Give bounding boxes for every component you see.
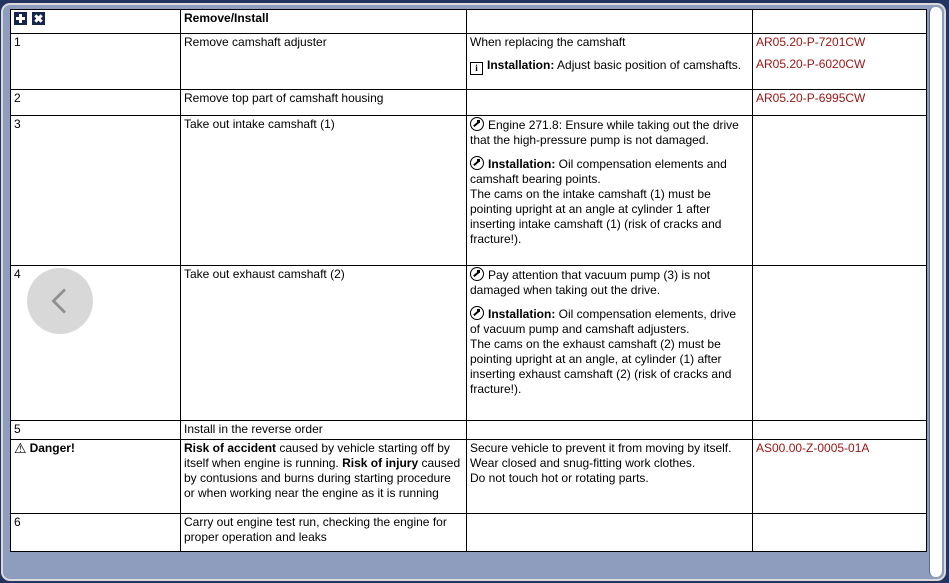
text-segment: Installation: <box>487 58 555 72</box>
table-row <box>11 34 927 90</box>
table-row <box>11 116 927 266</box>
table-header-row <box>11 10 927 34</box>
paragraph <box>184 91 462 106</box>
text-segment: Remove top part of camshaft housing <box>184 91 384 105</box>
details-cell <box>467 90 753 116</box>
step-number: 1 <box>14 35 21 49</box>
document-reference-link[interactable]: AS00.00-Z-0005-01A <box>756 441 870 455</box>
details-cell <box>467 421 753 440</box>
reference-cell <box>753 440 927 514</box>
step-number-cell <box>11 90 181 116</box>
step-number-cell <box>11 440 181 514</box>
document-reference-link[interactable]: AR05.20-P-6995CW <box>756 91 866 105</box>
text-segment: Adjust basic position of camshafts. <box>554 58 742 72</box>
text-segment: When replacing the camshaft <box>470 35 626 49</box>
task-cell <box>181 514 467 552</box>
paragraph <box>470 456 748 471</box>
step-number: 3 <box>14 117 21 131</box>
step-number-cell <box>11 514 181 552</box>
details-cell <box>467 266 753 421</box>
task-cell <box>181 440 467 514</box>
details-cell <box>467 440 753 514</box>
task-cell <box>181 116 467 266</box>
reference-cell <box>753 116 927 266</box>
text-segment: Take out intake camshaft (1) <box>184 117 335 131</box>
column-header-remove-install: Remove/Install <box>181 10 467 34</box>
paragraph <box>184 35 462 50</box>
paragraph <box>470 187 748 247</box>
note-circle-icon <box>470 156 484 170</box>
text-segment: Engine 271.8: Ensure while taking out the drive that the high-pressure pump is not damaged. <box>470 118 739 147</box>
details-cell <box>467 34 753 90</box>
note-circle-icon <box>470 117 484 131</box>
paragraph <box>184 117 462 132</box>
reference-cell <box>753 34 927 90</box>
table-row <box>11 514 927 552</box>
table-row <box>11 90 927 116</box>
reference-cell <box>753 90 927 116</box>
text-segment: Do not touch hot or rotating parts. <box>470 471 649 485</box>
note-circle-icon <box>470 267 484 281</box>
text-segment: caused by contusions and burns during starting procedure or when working near the engine as it is running <box>184 456 461 500</box>
header-icons-cell <box>11 10 181 34</box>
paragraph <box>470 471 748 486</box>
task-cell <box>181 421 467 440</box>
info-square-icon <box>470 62 483 75</box>
task-cell <box>181 90 467 116</box>
paragraph <box>470 441 748 456</box>
paragraph <box>184 267 462 282</box>
paragraph <box>184 422 462 437</box>
text-segment: Oil compensation elements and camshaft bearing points. <box>470 157 727 186</box>
paragraph <box>470 267 748 298</box>
text-segment: Risk of accident <box>184 441 277 455</box>
paragraph <box>470 58 748 75</box>
text-segment: Wear closed and snug-fitting work clothes. <box>470 456 696 470</box>
text-segment: The cams on the exhaust camshaft (2) must be pointing upright at an angle, at cylinder (1) after inserting exhaust camshaft (2) (risk of cracks and fracture!). <box>470 337 732 396</box>
text-segment: Installation: <box>488 307 556 321</box>
procedure-table <box>10 9 927 552</box>
column-header-details <box>467 10 753 34</box>
paragraph <box>470 35 748 50</box>
step-number: 4 <box>14 267 21 281</box>
table-row <box>11 266 927 421</box>
step-number-cell <box>11 34 181 90</box>
paragraph <box>184 441 462 501</box>
text-segment: Secure vehicle to prevent it from moving by itself. <box>470 441 732 455</box>
step-number: 5 <box>14 422 21 436</box>
expand-graphic-icon[interactable] <box>32 12 45 25</box>
warning-icon: ⚠ <box>14 440 27 456</box>
text-segment: caused by vehicle starting off by itself when engine is running. <box>184 441 450 470</box>
text-segment: Installation: <box>488 157 556 171</box>
reference-cell <box>753 514 927 552</box>
task-cell <box>181 266 467 421</box>
step-number: 2 <box>14 91 21 105</box>
task-cell <box>181 34 467 90</box>
text-segment: Take out exhaust camshaft (2) <box>184 267 345 281</box>
column-header-references <box>753 10 927 34</box>
text-segment: Pay attention that vacuum pump (3) is not damaged when taking out the drive. <box>470 268 711 297</box>
paragraph <box>470 306 748 337</box>
note-circle-icon <box>470 306 484 320</box>
paragraph <box>470 337 748 397</box>
text-segment: Carry out engine test run, checking the engine for proper operation and leaks <box>184 515 447 544</box>
document-reference-link[interactable]: AR05.20-P-7201CW <box>756 35 866 49</box>
text-segment: Oil compensation elements, drive of vacuum pump and camshaft adjusters. <box>470 307 737 336</box>
details-cell <box>467 514 753 552</box>
back-button[interactable] <box>27 268 93 334</box>
paragraph <box>470 117 748 148</box>
table-body <box>11 34 927 552</box>
text-segment: The cams on the intake camshaft (1) must be pointing upright at an angle at cylinder 1 after inserting intake camshaft (1) (risk of cracks and fracture!). <box>470 187 722 246</box>
content-frame <box>1 3 946 581</box>
step-number: 6 <box>14 515 21 529</box>
step-number-cell <box>11 421 181 440</box>
reference-cell <box>753 266 927 421</box>
details-cell <box>467 116 753 266</box>
overview-graphic-icon[interactable] <box>14 12 27 25</box>
table-row <box>11 421 927 440</box>
paragraph <box>184 515 462 545</box>
step-number: Danger! <box>29 441 75 455</box>
text-segment: Risk of injury <box>342 456 419 470</box>
chevron-left-icon <box>51 288 76 313</box>
paragraph <box>470 156 748 187</box>
step-number-cell <box>11 116 181 266</box>
reference-cell <box>753 421 927 440</box>
text-segment: Remove camshaft adjuster <box>184 35 327 49</box>
scrollbar[interactable] <box>929 7 942 577</box>
table-row <box>11 440 927 514</box>
document-reference-link[interactable]: AR05.20-P-6020CW <box>756 57 866 71</box>
text-segment: Install in the reverse order <box>184 422 323 436</box>
